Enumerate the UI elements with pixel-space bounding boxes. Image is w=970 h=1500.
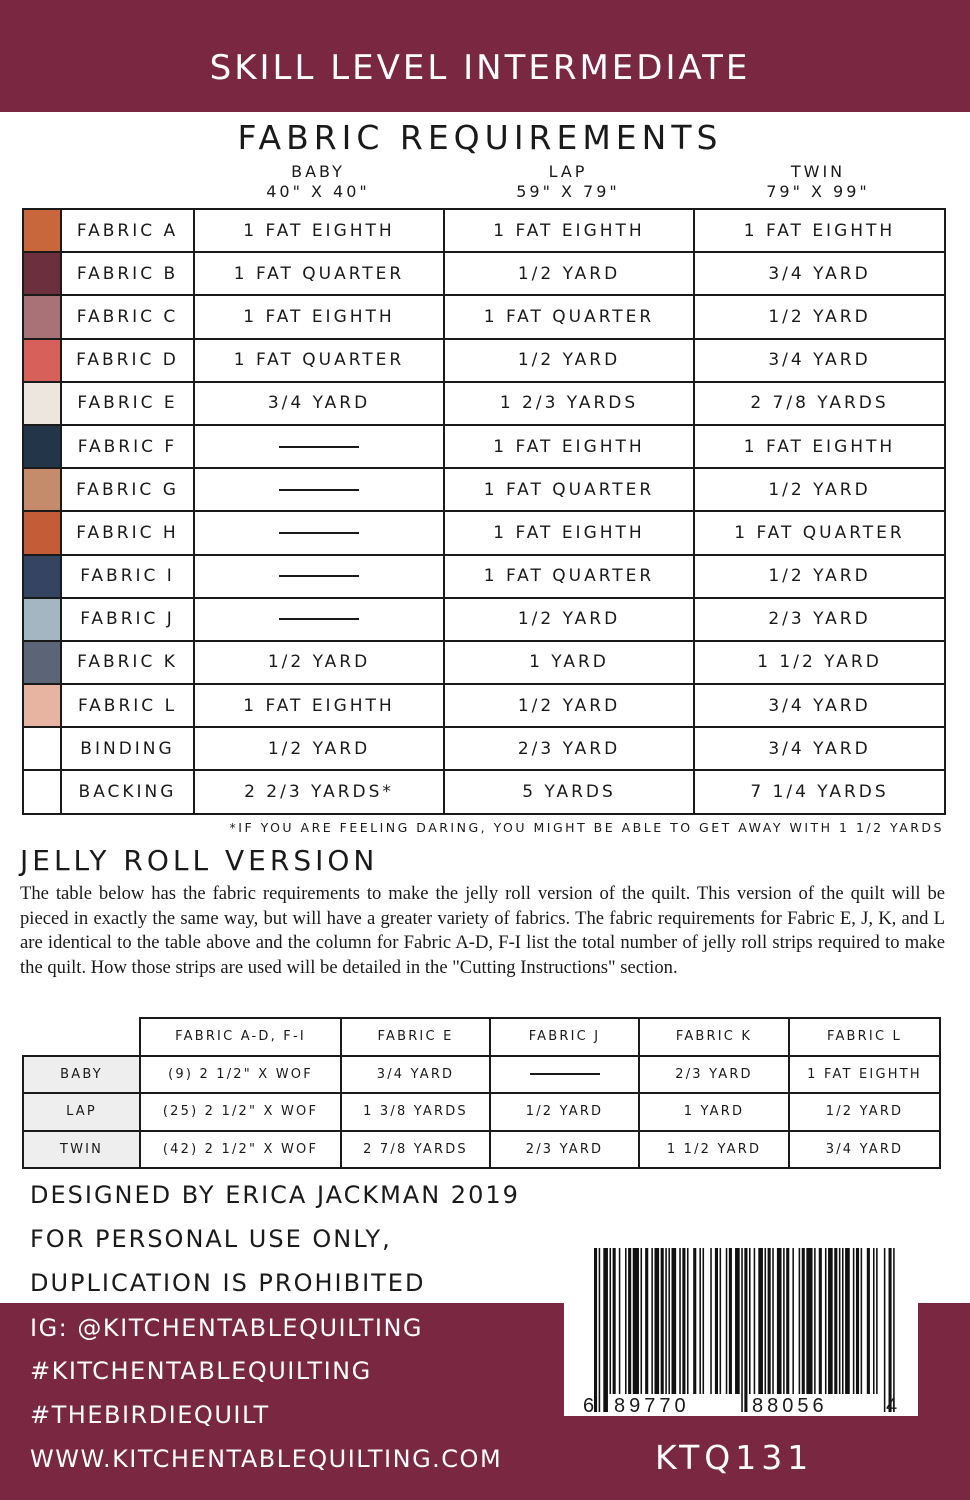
jelly-cell: 2/3 YARD [639,1056,789,1094]
fabric-swatch [23,598,61,641]
fabric-label: FABRIC H [61,511,194,554]
duplication-notice: DUPLICATION IS PROHIBITED [30,1269,426,1297]
jelly-row-label: LAP [23,1093,140,1131]
barcode-bar [884,1248,886,1412]
fabric-row [23,727,945,770]
barcode-bar [842,1248,844,1394]
barcode-bar [625,1248,627,1394]
barcode-bar [834,1248,837,1394]
barcode-bar [758,1248,763,1394]
barcode-digit-first: 6 [583,1395,599,1417]
jelly-corner-cell [23,1018,140,1056]
barcode-digit-last: 4 [886,1395,902,1417]
barcode-bar [786,1248,789,1394]
jelly-roll-title: JELLY ROLL VERSION [20,844,379,877]
fabric-amount-baby: 3/4 YARD [194,382,444,425]
jelly-row [23,1093,940,1131]
fabric-row [23,425,945,468]
barcode-bar [594,1248,597,1412]
jelly-cell: 1 YARD [639,1093,789,1131]
jelly-header-cell: FABRIC A-D, F-I [140,1018,341,1056]
fabric-label: FABRIC K [61,641,194,684]
jelly-cell: 2/3 YARD [490,1131,639,1169]
barcode [564,1248,918,1416]
barcode-bar [825,1248,827,1394]
fabric-amount-lap: 1 FAT EIGHTH [444,511,694,554]
fabric-row [23,252,945,295]
fabric-row [23,555,945,598]
fabric-row [23,511,945,554]
fabric-amount-lap: 1/2 YARD [444,684,694,727]
barcode-bar [613,1248,616,1394]
personal-use-notice: FOR PERSONAL USE ONLY, [30,1225,392,1253]
barcode-bar [873,1248,875,1394]
fabric-label: FABRIC F [61,425,194,468]
fabric-swatch [23,252,61,295]
barcode-bar [641,1248,643,1394]
barcode-bar [735,1248,740,1394]
fabric-label: FABRIC C [61,295,194,338]
fabric-row [23,598,945,641]
barcode-bar [726,1248,728,1394]
fabric-swatch [23,727,61,770]
barcode-bar [619,1248,621,1394]
fabric-amount-lap: 1 YARD [444,641,694,684]
fabric-amount-baby [194,555,444,598]
jelly-roll-table [22,1017,941,1169]
fabric-amount-lap: 1 2/3 YARDS [444,382,694,425]
fabric-swatch [23,684,61,727]
barcode-bar [802,1248,805,1394]
jelly-row [23,1131,940,1169]
barcode-bar [876,1248,878,1394]
barcode-bar [749,1248,751,1394]
jelly-header-cell: FABRIC E [341,1018,490,1056]
fabric-amount-baby: 1 FAT EIGHTH [194,209,444,252]
barcode-bar [645,1248,648,1394]
jelly-cell: 3/4 YARD [789,1131,940,1169]
fabric-swatch [23,641,61,684]
jelly-cell: 3/4 YARD [341,1056,490,1094]
fabric-row [23,770,945,813]
not-applicable-dash [279,532,359,534]
fabric-amount-twin: 1 FAT QUARTER [694,511,945,554]
fabric-amount-twin: 1/2 YARD [694,555,945,598]
jelly-row-label: TWIN [23,1131,140,1169]
jelly-cell: 1/2 YARD [490,1093,639,1131]
fabric-swatch [23,382,61,425]
barcode-bar [687,1248,689,1394]
fabric-label: FABRIC L [61,684,194,727]
fabric-label: FABRIC D [61,339,194,382]
hashtag-kitchentablequilting: #KITCHENTABLEQUILTING [30,1357,372,1385]
barcode-bar [720,1248,722,1394]
skill-level: SKILL LEVEL INTERMEDIATE [209,48,751,88]
fabric-label: BACKING [61,770,194,813]
jelly-header-cell: FABRIC K [639,1018,789,1056]
jelly-cell [490,1056,639,1094]
fabric-amount-baby [194,425,444,468]
jelly-roll-description: The table below has the fabric requirements to make the jelly roll version of the quilt. This version of the quilt will be pieced in exactly the same way, but will have a greater variety of fabrics. The fabric requirements for Fabric E, J, K, and L are identical to the table above and the column for Fabric A-D, F-I list the total number of jelly roll strips required to make the quilt. How those strips are used will be detailed in the "Cutting Instructions" section. [20,883,945,978]
fabric-swatch [23,468,61,511]
barcode-bar [715,1248,718,1394]
fabric-label: FABRIC E [61,382,194,425]
barcode-bar [806,1248,812,1394]
not-applicable-dash [279,446,359,448]
not-applicable-dash [279,618,359,620]
fabric-amount-baby: 1 FAT EIGHTH [194,295,444,338]
not-applicable-dash [530,1073,600,1075]
barcode-bar [819,1248,822,1394]
fabric-label: FABRIC A [61,209,194,252]
barcode-bar [783,1248,785,1394]
barcode-bar [845,1248,850,1394]
barcode-bar [654,1248,659,1394]
barcode-bar [893,1248,895,1412]
jelly-cell: (9) 2 1/2" X WOF [140,1056,341,1094]
fabric-swatch [23,555,61,598]
barcode-bar [889,1248,892,1412]
barcode-bar [599,1248,601,1412]
fabric-amount-twin: 3/4 YARD [694,339,945,382]
fabric-amount-baby: 1 FAT QUARTER [194,252,444,295]
barcode-bars [564,1248,918,1416]
fabric-amount-twin: 3/4 YARD [694,727,945,770]
fabric-label: FABRIC J [61,598,194,641]
barcode-bar [839,1248,841,1394]
barcode-bar [861,1248,863,1394]
fabric-amount-baby: 1/2 YARD [194,727,444,770]
fabric-label: FABRIC B [61,252,194,295]
barcode-digits-right: 88056 [752,1395,828,1417]
jelly-cell: 2 7/8 YARDS [341,1131,490,1169]
barcode-bar [853,1248,855,1394]
fabric-amount-twin: 3/4 YARD [694,684,945,727]
fabric-row [23,641,945,684]
barcode-digits-left: 89770 [614,1395,690,1417]
barcode-bar [741,1248,743,1412]
jelly-header-cell: FABRIC L [789,1018,940,1056]
barcode-bar [777,1248,782,1394]
barcode-bar [665,1248,667,1394]
fabric-swatch [23,209,61,252]
barcode-bar [672,1248,677,1394]
fabric-row [23,209,945,252]
fabric-amount-twin: 7 1/4 YARDS [694,770,945,813]
barcode-bar [693,1248,696,1394]
barcode-bar [828,1248,833,1394]
fabric-amount-lap: 1 FAT EIGHTH [444,425,694,468]
barcode-bar [799,1248,801,1394]
fabric-row [23,684,945,727]
barcode-bar [729,1248,732,1394]
jelly-cell: (25) 2 1/2" X WOF [140,1093,341,1131]
fabric-amount-twin: 1/2 YARD [694,295,945,338]
backing-footnote: *IF YOU ARE FEELING DARING, YOU MIGHT BE ABLE TO GET AWAY WITH 1 1/2 YARDS [229,820,944,835]
barcode-bar [651,1248,653,1394]
fabric-label: BINDING [61,727,194,770]
fabric-amount-lap: 1/2 YARD [444,598,694,641]
column-header-baby: BABY 40" X 40" [266,162,370,201]
hashtag-thebirdiequilt: #THEBIRDIEQUILT [30,1401,270,1429]
fabric-row [23,382,945,425]
fabric-amount-baby: 1 FAT QUARTER [194,339,444,382]
fabric-amount-baby: 1 FAT EIGHTH [194,684,444,727]
jelly-cell: 1 1/2 YARD [639,1131,789,1169]
fabric-amount-twin: 1 FAT EIGHTH [694,209,945,252]
designed-by: DESIGNED BY ERICA JACKMAN 2019 [30,1181,520,1209]
fabric-requirements-title: FABRIC REQUIREMENTS [237,118,723,157]
fabric-amount-baby: 2 2/3 YARDS* [194,770,444,813]
jelly-cell: (42) 2 1/2" X WOF [140,1131,341,1169]
fabric-swatch [23,339,61,382]
pattern-code: KTQ131 [655,1438,814,1477]
fabric-row [23,339,945,382]
fabric-amount-twin: 3/4 YARD [694,252,945,295]
fabric-amount-twin: 1/2 YARD [694,468,945,511]
fabric-label: FABRIC G [61,468,194,511]
fabric-amount-baby [194,511,444,554]
fabric-amount-baby [194,468,444,511]
fabric-amount-baby: 1/2 YARD [194,641,444,684]
barcode-bar [661,1248,664,1394]
fabric-swatch [23,770,61,813]
fabric-row [23,295,945,338]
barcode-bar [679,1248,681,1394]
fabric-amount-lap: 1/2 YARD [444,339,694,382]
jelly-cell: 1/2 YARD [789,1093,940,1131]
barcode-bar [699,1248,701,1394]
fabric-amount-twin: 1 1/2 YARD [694,641,945,684]
barcode-bar [633,1248,639,1394]
barcode-bar [610,1248,612,1394]
fabric-swatch [23,295,61,338]
fabric-swatch [23,425,61,468]
barcode-bar [768,1248,771,1394]
fabric-amount-twin: 1 FAT EIGHTH [694,425,945,468]
fabric-swatch [23,511,61,554]
fabric-requirements-table [22,208,946,815]
fabric-amount-twin: 2/3 YARD [694,598,945,641]
fabric-amount-lap: 1 FAT QUARTER [444,555,694,598]
jelly-header-row [23,1018,940,1056]
barcode-bar [856,1248,859,1394]
jelly-row-label: BABY [23,1056,140,1094]
barcode-bar [772,1248,774,1394]
column-header-lap: LAP 59" X 79" [516,162,620,201]
fabric-amount-lap: 1 FAT QUARTER [444,295,694,338]
column-header-twin: TWIN 79" X 99" [766,162,870,201]
barcode-bar [814,1248,816,1394]
barcode-bar [867,1248,870,1394]
website-url: WWW.KITCHENTABLEQUILTING.COM [30,1445,503,1473]
instagram-handle: IG: @KITCHENTABLEQUILTING [30,1314,423,1342]
jelly-cell: 1 FAT EIGHTH [789,1056,940,1094]
fabric-amount-twin: 2 7/8 YARDS [694,382,945,425]
not-applicable-dash [279,489,359,491]
fabric-amount-baby [194,598,444,641]
jelly-cell: 1 3/8 YARDS [341,1093,490,1131]
barcode-bar [628,1248,631,1394]
barcode-bar [668,1248,670,1394]
barcode-bar [754,1248,756,1394]
barcode-bar [682,1248,685,1394]
barcode-bar [710,1248,712,1394]
fabric-amount-lap: 5 YARDS [444,770,694,813]
fabric-amount-lap: 1 FAT QUARTER [444,468,694,511]
fabric-amount-lap: 1/2 YARD [444,252,694,295]
barcode-bar [765,1248,767,1394]
fabric-amount-lap: 1 FAT EIGHTH [444,209,694,252]
fabric-row [23,468,945,511]
barcode-bar [603,1248,608,1412]
barcode-bar [792,1248,794,1394]
not-applicable-dash [279,575,359,577]
fabric-amount-lap: 2/3 YARD [444,727,694,770]
barcode-bar [703,1248,705,1394]
barcode-bar [744,1248,747,1412]
jelly-header-cell: FABRIC J [490,1018,639,1056]
fabric-label: FABRIC I [61,555,194,598]
jelly-row [23,1056,940,1094]
